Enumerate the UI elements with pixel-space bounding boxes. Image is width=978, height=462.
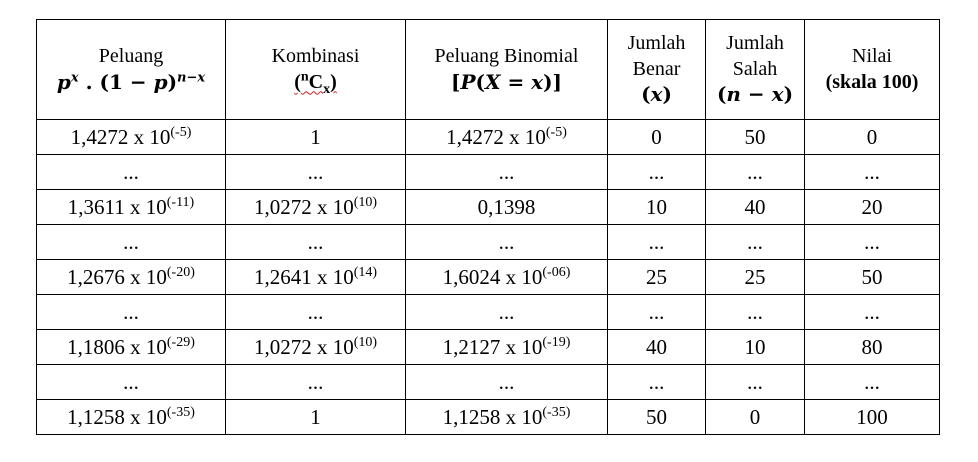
cell-salah: 25 (706, 260, 805, 295)
cell-binomial-value: ... (498, 229, 515, 254)
cell-binomial (406, 365, 608, 400)
header-nilai-formula: (skala 100) (825, 70, 919, 93)
table-row (37, 120, 940, 155)
cell-salah: 40 (706, 190, 805, 225)
header-benar-line1: Jumlah (627, 32, 686, 55)
cell-binomial-value: 1,1258 x 10 (442, 404, 543, 429)
cell-binomial (406, 225, 608, 260)
table-row (37, 365, 940, 400)
cell-peluang (37, 260, 226, 295)
cell-peluang-exponent: (-20) (166, 264, 195, 280)
cell-salah: ... (706, 155, 805, 190)
cell-kombinasi (226, 400, 406, 435)
cell-kombinasi-value: ... (307, 299, 324, 324)
cell-salah: ... (706, 365, 805, 400)
header-benar-line2: Benar (632, 57, 681, 80)
cell-salah: 10 (706, 330, 805, 365)
cell-peluang-value: 1,1806 x 10 (67, 334, 167, 359)
table-row (37, 330, 940, 365)
cell-peluang-value: 1,3611 x 10 (67, 194, 167, 219)
cell-benar: ... (608, 155, 706, 190)
cell-nilai: ... (805, 225, 940, 260)
cell-peluang-value: 1,2676 x 10 (67, 264, 167, 289)
cell-kombinasi (226, 190, 406, 225)
cell-salah: ... (706, 295, 805, 330)
cell-nilai: 20 (805, 190, 940, 225)
cell-kombinasi-value: 1,0272 x 10 (253, 334, 354, 359)
cell-salah: 0 (706, 400, 805, 435)
header-peluang (37, 20, 226, 120)
cell-salah: ... (706, 225, 805, 260)
header-salah (706, 20, 805, 120)
cell-benar: 0 (608, 120, 706, 155)
cell-kombinasi (226, 365, 406, 400)
cell-nilai: 80 (805, 330, 940, 365)
cell-kombinasi-value: 1 (310, 404, 321, 429)
cell-peluang (37, 120, 226, 155)
cell-peluang (37, 330, 226, 365)
header-peluang-formula: $p^x$ . $(1 - p)^{n-x}$ (56, 69, 206, 94)
cell-peluang (37, 190, 226, 225)
header-binomial (406, 20, 608, 120)
binomial-table (36, 19, 940, 435)
cell-binomial-value: 1,2127 x 10 (442, 334, 543, 359)
cell-binomial-value: ... (498, 369, 515, 394)
table-row (37, 260, 940, 295)
cell-binomial (406, 190, 608, 225)
cell-peluang (37, 400, 226, 435)
cell-peluang (37, 225, 226, 260)
cell-nilai: 50 (805, 260, 940, 295)
header-kombinasi-label: Kombinasi (271, 44, 360, 67)
cell-kombinasi (226, 225, 406, 260)
cell-nilai: 0 (805, 120, 940, 155)
cell-peluang-value: 1,4272 x 10 (70, 124, 171, 149)
cell-kombinasi (226, 120, 406, 155)
header-nilai (805, 20, 940, 120)
cell-binomial-exponent: (-35) (542, 404, 571, 420)
cell-kombinasi-exponent: (10) (353, 334, 378, 350)
cell-benar: 25 (608, 260, 706, 295)
cell-binomial (406, 260, 608, 295)
table-body (37, 120, 940, 435)
header-nilai-label: Nilai (852, 44, 892, 67)
cell-benar: ... (608, 225, 706, 260)
cell-nilai: ... (805, 295, 940, 330)
cell-peluang (37, 295, 226, 330)
cell-peluang (37, 365, 226, 400)
cell-benar: 10 (608, 190, 706, 225)
header-kombinasi-formula: $(^nC_x)$ (294, 68, 337, 97)
cell-binomial-value: ... (498, 299, 515, 324)
cell-peluang-exponent: (-11) (166, 194, 195, 210)
cell-peluang-value: ... (123, 299, 139, 324)
cell-peluang (37, 155, 226, 190)
cell-binomial-exponent: (-06) (542, 264, 571, 280)
table-row (37, 190, 940, 225)
header-salah-line2: Salah (732, 57, 778, 80)
cell-kombinasi-value: 1,0272 x 10 (253, 194, 354, 219)
cell-kombinasi-value: ... (307, 159, 324, 184)
cell-binomial (406, 295, 608, 330)
cell-binomial-value: 0,1398 (477, 194, 536, 219)
cell-kombinasi (226, 295, 406, 330)
cell-binomial-exponent: (-19) (542, 334, 571, 350)
cell-nilai: 100 (805, 400, 940, 435)
header-benar (608, 20, 706, 120)
cell-binomial-value: ... (498, 159, 515, 184)
cell-kombinasi-exponent: (10) (353, 194, 378, 210)
table-row (37, 400, 940, 435)
cell-peluang-exponent: (-35) (166, 404, 195, 420)
cell-kombinasi (226, 260, 406, 295)
header-salah-formula: (n − x) (716, 82, 794, 107)
cell-benar: ... (608, 295, 706, 330)
cell-peluang-exponent: (-5) (170, 124, 192, 140)
header-binomial-formula: [P(X = x)] (450, 69, 563, 94)
header-peluang-label: Peluang (98, 44, 164, 67)
cell-peluang-exponent: (-29) (166, 334, 195, 350)
header-binomial-label: Peluang Binomial (434, 44, 579, 67)
header-benar-formula: (x) (641, 82, 672, 107)
cell-binomial (406, 120, 608, 155)
cell-benar: ... (608, 365, 706, 400)
cell-binomial (406, 400, 608, 435)
cell-binomial-exponent: (-5) (545, 124, 567, 140)
cell-kombinasi (226, 155, 406, 190)
cell-nilai: ... (805, 365, 940, 400)
cell-kombinasi-value: ... (307, 229, 324, 254)
cell-kombinasi-exponent: (14) (353, 264, 378, 280)
cell-benar: 50 (608, 400, 706, 435)
table-row (37, 295, 940, 330)
cell-binomial (406, 155, 608, 190)
cell-peluang-value: ... (123, 159, 139, 184)
header-salah-line1: Jumlah (726, 32, 784, 55)
header-kombinasi (226, 20, 406, 120)
cell-peluang-value: ... (123, 229, 139, 254)
cell-binomial-value: 1,4272 x 10 (446, 124, 546, 149)
cell-salah: 50 (706, 120, 805, 155)
cell-kombinasi (226, 330, 406, 365)
cell-binomial (406, 330, 608, 365)
cell-nilai: ... (805, 155, 940, 190)
cell-peluang-value: 1,1258 x 10 (67, 404, 167, 429)
cell-benar: 40 (608, 330, 706, 365)
header-row (37, 20, 940, 120)
cell-binomial-value: 1,6024 x 10 (442, 264, 543, 289)
cell-peluang-value: ... (123, 369, 139, 394)
table-row (37, 155, 940, 190)
cell-kombinasi-value: 1,2641 x 10 (253, 264, 354, 289)
table-row (37, 225, 940, 260)
cell-kombinasi-value: ... (307, 369, 324, 394)
cell-kombinasi-value: 1 (310, 124, 321, 149)
